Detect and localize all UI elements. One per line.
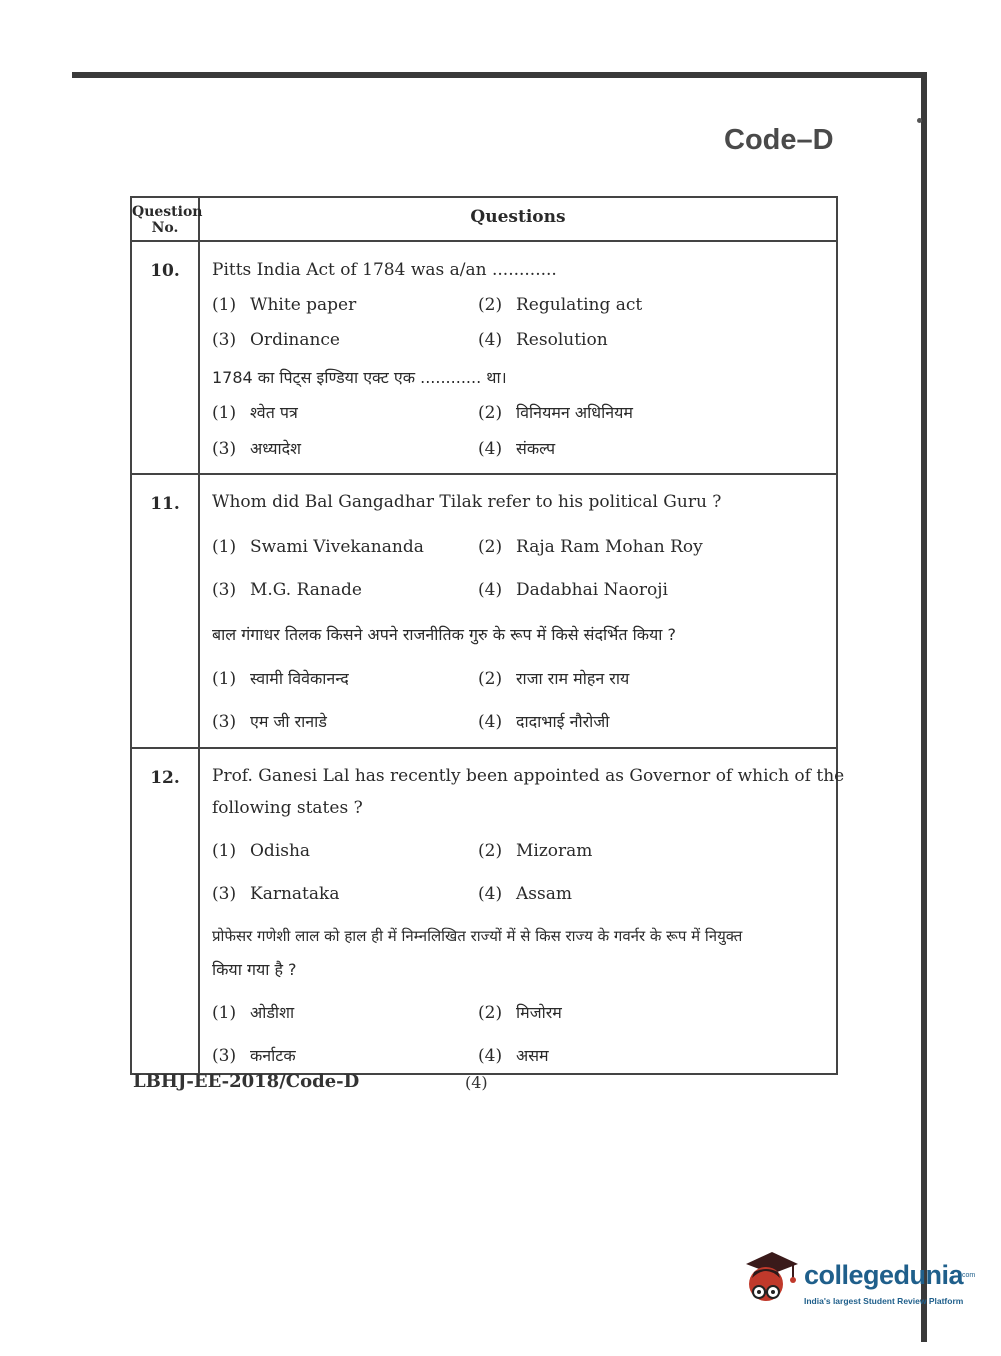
question-text-en: Pitts India Act of 1784 was a/an ............	[212, 260, 557, 280]
option-number: (2)	[478, 841, 503, 861]
option-number: (2)	[478, 403, 503, 423]
option-3-en: (3) Karnataka	[212, 884, 340, 904]
option-4-hi: (4) दादाभाई नौरोजी	[478, 712, 610, 732]
option-number: (1)	[212, 403, 237, 423]
option-number: (1)	[212, 841, 237, 861]
option-number: (3)	[212, 884, 237, 904]
option-number: (1)	[212, 295, 237, 315]
option-4-hi: (4) असम	[478, 1046, 549, 1066]
question-body	[200, 749, 845, 1073]
option-number: (2)	[478, 537, 503, 557]
question-row-12	[132, 749, 845, 1073]
collegedunia-logo	[742, 1250, 976, 1312]
question-number: 11.	[132, 475, 200, 747]
option-2-en: (2) Regulating act	[478, 295, 643, 315]
paper-code: Code–D	[724, 124, 834, 156]
option-2-en: (2) Raja Ram Mohan Roy	[478, 537, 703, 557]
question-text-en-line2: following states ?	[212, 798, 363, 818]
option-number: (4)	[478, 712, 503, 732]
option-number: (3)	[212, 439, 237, 459]
option-number: (4)	[478, 884, 503, 904]
option-number: (4)	[478, 580, 503, 600]
question-number: 12.	[132, 749, 200, 1073]
option-4-en: (4) Resolution	[478, 330, 608, 350]
option-1-hi: (1) श्वेत पत्र	[212, 403, 298, 423]
table-header	[132, 198, 836, 242]
question-body	[200, 475, 836, 747]
logo-tagline: India's largest Student Review Platform	[804, 1296, 964, 1306]
option-4-en: (4) Dadabhai Naoroji	[478, 580, 668, 600]
margin-dot	[917, 118, 922, 123]
question-body	[200, 242, 836, 473]
header-questions: Questions	[470, 207, 566, 227]
option-number: (4)	[478, 1046, 503, 1066]
option-number: (1)	[212, 537, 237, 557]
option-2-hi: (2) राजा राम मोहन राय	[478, 669, 630, 689]
top-border	[72, 72, 927, 78]
footer-paper-code: LBHJ-EE-2018/Code-D	[133, 1071, 360, 1092]
option-1-en: (1) Odisha	[212, 841, 311, 861]
option-3-hi: (3) अध्यादेश	[212, 439, 302, 459]
option-number: (3)	[212, 712, 237, 732]
option-number: (1)	[212, 1003, 237, 1023]
question-table	[130, 196, 845, 1075]
logo-suffix: .com	[960, 1272, 976, 1279]
question-text-hi-line2: किया गया है ?	[212, 960, 297, 979]
question-text-hi: बाल गंगाधर तिलक किसने अपने राजनीतिक गुरु के रूप में किसे संदर्भित किया ?	[212, 625, 677, 644]
option-2-hi: (2) विनियमन अधिनियम	[478, 403, 633, 423]
option-4-en: (4) Assam	[478, 884, 572, 904]
right-border	[921, 72, 927, 1342]
option-number: (3)	[212, 1046, 237, 1066]
question-row-11	[132, 475, 836, 749]
option-number: (4)	[478, 439, 503, 459]
option-number: (2)	[478, 295, 503, 315]
question-text-en-line1: Prof. Ganesi Lal has recently been appointed as Governor of which of the	[212, 766, 845, 786]
option-4-hi: (4) संकल्प	[478, 439, 556, 459]
option-3-en: (3) Ordinance	[212, 330, 340, 350]
option-number: (3)	[212, 580, 237, 600]
question-number: 10.	[132, 242, 200, 473]
option-number: (1)	[212, 669, 237, 689]
question-text-en: Whom did Bal Gangadhar Tilak refer to his political Guru ?	[212, 492, 722, 512]
option-2-en: (2) Mizoram	[478, 841, 593, 861]
option-number: (2)	[478, 1003, 503, 1023]
header-question-no: Question No.	[132, 198, 200, 240]
option-3-en: (3) M.G. Ranade	[212, 580, 362, 600]
option-number: (3)	[212, 330, 237, 350]
question-row-10	[132, 242, 836, 475]
option-1-hi: (1) ओडीशा	[212, 1003, 295, 1023]
question-text-hi-line1: प्रोफेसर गणेशी लाल को हाल ही में निम्नलिखित राज्यों में से किस राज्य के गवर्नर के रूप में नियुक्त	[212, 927, 743, 945]
footer-page-number: (4)	[465, 1073, 488, 1092]
option-1-hi: (1) स्वामी विवेकानन्द	[212, 669, 349, 689]
option-number: (4)	[478, 330, 503, 350]
option-3-hi: (3) कर्नाटक	[212, 1046, 296, 1066]
logo-wordmark: collegedunia	[804, 1260, 964, 1290]
option-1-en: (1) Swami Vivekananda	[212, 537, 424, 557]
option-1-en: (1) White paper	[212, 295, 357, 315]
mascot-icon	[742, 1250, 802, 1312]
option-3-hi: (3) एम जी रानाडे	[212, 712, 327, 732]
option-number: (2)	[478, 669, 503, 689]
question-text-hi: 1784 का पिट्स इण्डिया एक्ट एक ............ था।	[212, 368, 507, 387]
option-2-hi: (2) मिजोरम	[478, 1003, 562, 1023]
